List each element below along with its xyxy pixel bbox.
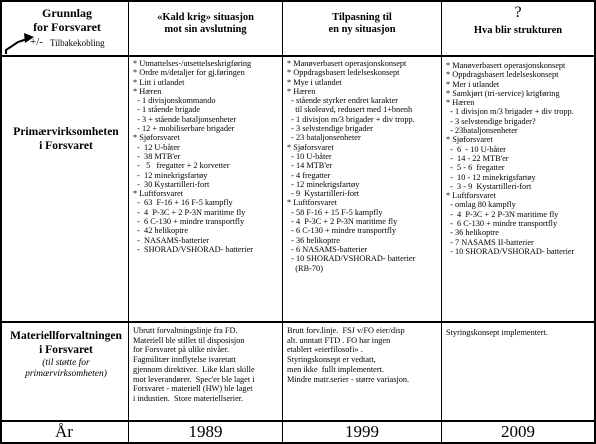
primary-1989-list: * Utmattelses-/utsettelseskrigføring * Ordre m/detaljer for gj.føringen * Litt i utlandet * Hæren - 1 divisjonskommando - 1 stående brigade - 3 + stående bataljonsenheter - 12 + mobiliserbare brigader * Sjøforsvaret - 12 U-båter - 38 MTB'er - 5 fregatter + 2 korvetter - 12 minekrigsfartøy - 30 Kystartilleri-fort * Luftforsvaret - 63 F-16 + 16 F-5 kampfly - 4 P-3C + 2 P-3N maritime fly - 6 C-130 + mindre transportfly - 42 helikoptre - NASAMS-batterier - SHORAD/VSHORAD- batterier: [133, 59, 254, 254]
header-1989-situation: «Kald krig» situasjon mot sin avslutning: [157, 12, 254, 35]
col2-divider: [441, 0, 442, 444]
table-top-border: [0, 0, 596, 2]
material-2009-text: Styringskonsept implementert.: [446, 328, 548, 337]
header-grunnlag: Grunnlag for Forsvaret: [33, 6, 101, 34]
header-question-mark: ?: [514, 4, 522, 21]
header-1999-situation: Tilpasning til en ny situasjon: [328, 12, 396, 35]
plus-minus-label: +/-: [30, 36, 43, 48]
row-label-primary: Primærvirksomheten i Forsvaret: [13, 126, 119, 152]
header-2009-structure: Hva blir strukturen: [473, 25, 563, 36]
col1-divider: [282, 0, 283, 444]
feedback-label: Tilbakekobling: [50, 38, 105, 48]
table-left-border: [0, 0, 2, 444]
primary-divider: [0, 321, 596, 323]
row-label-material: Materiellforvaltningen i Forsvaret: [10, 330, 122, 356]
header-divider: [0, 55, 596, 57]
footer-year-2009: 2009: [501, 422, 535, 441]
col0-divider: [128, 0, 129, 444]
primary-2009-list: * Manøverbasert operasjonskonsept * Oppdragsbasert ledelseskonsept * Mer i utlandet * Samkjørt (tri-service) krigføring * Hæren - 1 divisjon m/3 brigader + div tropp. - 3 selvstendige brigader? - 23bataljonsenheter * Sjøforsvaret - 6 - 10 U-båter - 14 - 22 MTB'er - 5 - 6 fregatter - 10 - 12 minekrigsfartøy - 3 - 9 Kystartilleri-fort * Luftforsvaret - omlag 80 kampfly - 4 P-3C + 2 P-3N maritime fly - 6 C-130 + mindre transportfly - 36 helikoptre - 7 NASAMS II-batterier - 10 SHORAD/VSHORAD- batterier: [446, 61, 575, 256]
footer-year-1999: 1999: [345, 422, 379, 441]
row-sublabel-material: (til støtte for primærvirksomheten): [25, 358, 107, 379]
material-1989-text: Ubrutt forvaltningslinje fra FD. Materiell ble stillet til disposisjon for Forsvaret på ulike nivåer. Fagmilitær innflytelse ivaretatt gjennom direktiver. Like klart skille mot leverandører. Spec'er ble laget i Forsvaret - materiell (HW) ble laget i industien. Store materiellserier.: [133, 326, 255, 403]
footer-year-label: År: [55, 422, 73, 441]
primary-1999-list: * Manøverbasert operasjonskonsept * Oppdragsbasert ledelseskonsept * Mye i utlandet * Hæren - stående styrker endret karakter til skoleavd, redusert med 1+bnenh - 1 divisjon m/3 brigader + div tropp. - 3 selvstendige brigader - 23 bataljonsenheter * Sjøforsvaret - 10 U-båter - 14 MTB'er - 4 fregatter - 12 minekrigsfartøy - 9 Kystartilleri-fort * Luftforsvaret - 58 F-16 + 15 F-5 kampfly - 4 P-3C + 2 P-3N maritime fly - 6 C-130 + mindre transportfly - 36 helikoptre - 6 NASAMS-batterier - 10 SHORAD/VSHORAD- batterier (RB-70): [287, 59, 416, 273]
material-1999-text: Brutt forv.linje. FSJ v/FO eier/disp alt. unntatt FTD . FO har ingen etablert «eierfilosofi» . Styringskonsept er vedtatt, men ikke fullt implementert. Mindre matr.serier - større variasjon.: [287, 326, 410, 384]
footer-year-1989: 1989: [188, 422, 223, 441]
